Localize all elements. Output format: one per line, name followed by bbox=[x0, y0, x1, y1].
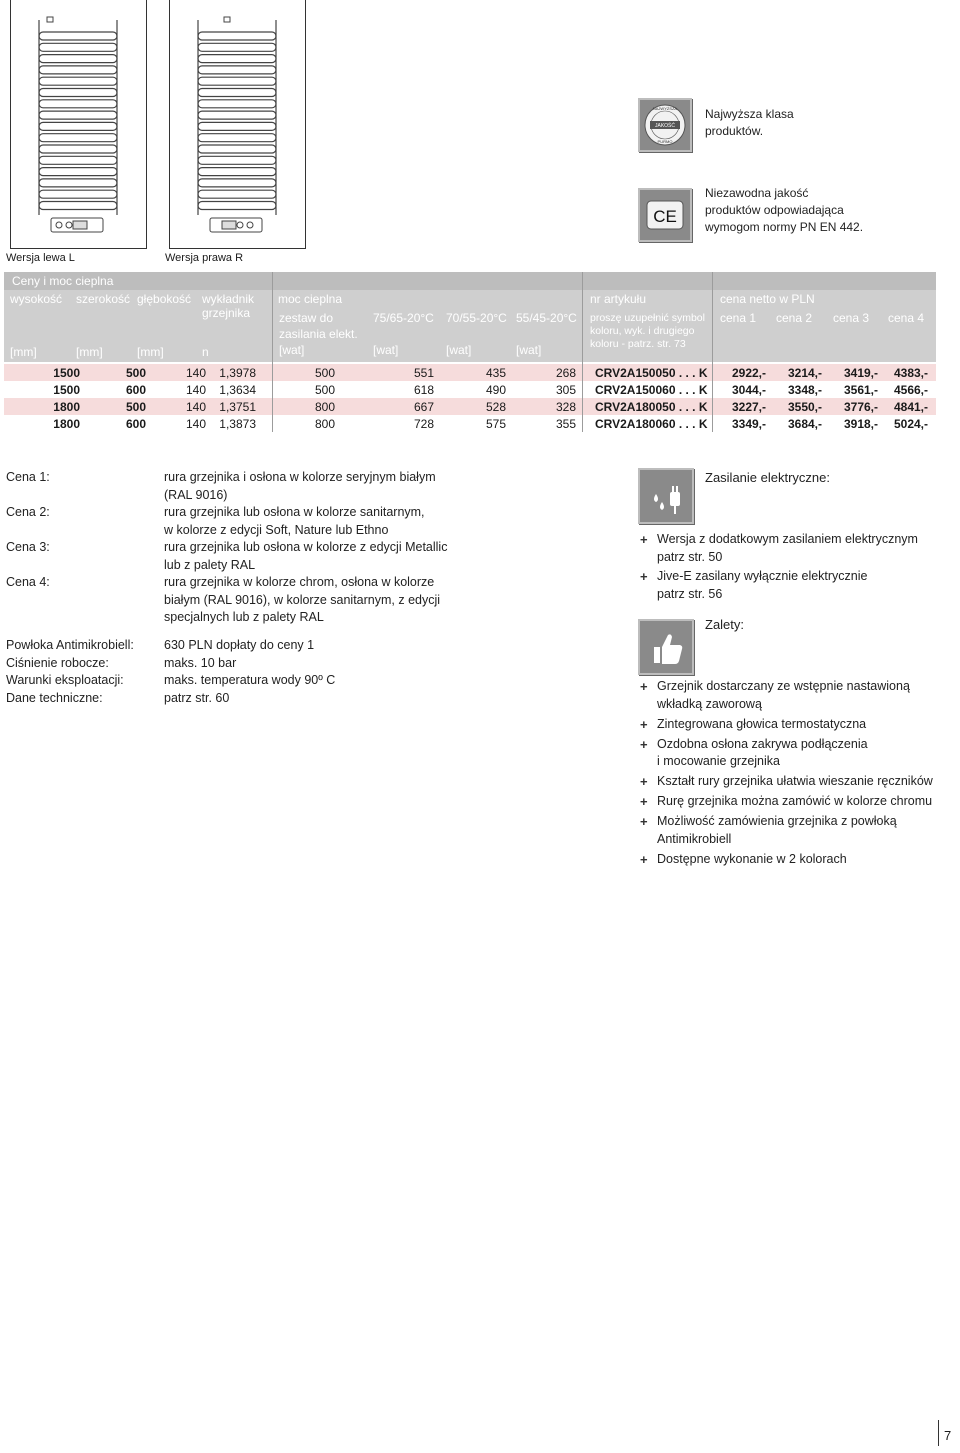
cell-c3: 3918,- bbox=[843, 417, 878, 431]
unit-wysokosc: [mm] bbox=[10, 345, 37, 359]
header-cena-1: cena 1 bbox=[720, 311, 757, 325]
nr-note-line: proszę uzupełnić symbol bbox=[590, 312, 705, 324]
cell-t1: 618 bbox=[413, 383, 434, 397]
page-number-divider bbox=[938, 1420, 939, 1446]
header-t3: 55/45-20°C bbox=[516, 311, 577, 325]
cell-c3: 3561,- bbox=[843, 383, 878, 397]
quality-text-line: produktów. bbox=[705, 124, 764, 138]
radiator-right-illustration bbox=[170, 0, 305, 248]
cell-t1: 551 bbox=[413, 366, 434, 380]
cell-t3: 268 bbox=[555, 366, 576, 380]
plus-bullet-icon: + bbox=[640, 716, 648, 732]
feature-text bbox=[657, 851, 957, 869]
cell-c4: 4383,- bbox=[893, 366, 928, 380]
feature-item bbox=[640, 773, 940, 791]
header-t2: 70/55-20°C bbox=[446, 311, 507, 325]
feature-item bbox=[640, 813, 940, 848]
seal-text-bottom: PURMO bbox=[657, 139, 673, 144]
table-row bbox=[4, 398, 936, 416]
column-divider bbox=[712, 272, 713, 432]
cena4-line: specjalnych lub z palety RAL bbox=[164, 610, 324, 624]
feature-item bbox=[640, 793, 940, 811]
cell-nr: CRV2A180060 . . . K bbox=[595, 417, 708, 431]
cena2-line: rura grzejnika lub osłona w kolorze sanitarnym, bbox=[164, 505, 425, 519]
cell-h: 1500 bbox=[53, 366, 80, 380]
price-table bbox=[4, 272, 936, 432]
feature-line: Wersja z dodatkowym zasilaniem elektrycznym bbox=[657, 532, 918, 546]
feature-line: Zintegrowana głowica termostatyczna bbox=[657, 716, 867, 731]
cena3-line: lub z palety RAL bbox=[164, 557, 256, 572]
cell-d: 140 bbox=[185, 366, 206, 380]
extra-label: Dane techniczne: bbox=[6, 690, 103, 705]
cell-n: 1,3873 bbox=[219, 417, 256, 431]
feature-line: Kształt rury grzejnika ułatwia wieszanie ręczników bbox=[657, 774, 933, 788]
feature-line: Ozdobna osłona zakrywa podłączenia bbox=[657, 736, 868, 751]
feature-item bbox=[640, 851, 940, 869]
radiator-left-illustration bbox=[11, 0, 146, 248]
drawing-right-version bbox=[169, 0, 306, 249]
extra-label: Powłoka Antimikrobiell: bbox=[6, 638, 134, 652]
plus-bullet-icon: + bbox=[640, 774, 648, 789]
table-title-bar bbox=[4, 272, 936, 290]
feature-text bbox=[657, 813, 957, 848]
header-cena-4: cena 4 bbox=[888, 311, 925, 325]
cena3-description bbox=[164, 539, 447, 574]
cell-h: 1800 bbox=[53, 400, 80, 414]
quality-text-line: Najwyższa klasa bbox=[705, 107, 794, 121]
ce-text-line: produktów odpowiadająca bbox=[705, 203, 844, 217]
cena1-description bbox=[164, 469, 436, 504]
advantages-title: Zalety: bbox=[705, 617, 745, 632]
feature-line: Możliwość zamówienia grzejnika z powłoką bbox=[657, 814, 897, 828]
page-number: 7 bbox=[944, 1428, 952, 1443]
feature-text bbox=[657, 773, 957, 791]
cena4-line: rura grzejnika w kolorze chrom, osłona w kolorze bbox=[164, 575, 435, 589]
header-zestaw-2: zasilania elekt. bbox=[279, 327, 358, 341]
cena1-line: (RAL 9016) bbox=[164, 487, 228, 502]
cell-nr: CRV2A180050 . . . K bbox=[595, 400, 708, 414]
ce-badge-text bbox=[705, 185, 863, 236]
plus-bullet-icon: + bbox=[640, 794, 648, 809]
thumbs-up-icon bbox=[638, 619, 694, 675]
table-row bbox=[4, 381, 936, 399]
unit-szerokosc: [mm] bbox=[76, 345, 103, 359]
feature-item bbox=[640, 736, 940, 771]
cell-c2: 3684,- bbox=[787, 417, 822, 431]
feature-line: Dostępne wykonanie w 2 kolorach bbox=[657, 851, 847, 866]
column-divider bbox=[272, 272, 273, 432]
cell-d: 140 bbox=[185, 383, 206, 397]
feature-text bbox=[657, 793, 957, 811]
cell-c4: 4841,- bbox=[893, 400, 928, 414]
cell-t3: 305 bbox=[555, 383, 576, 397]
cell-n: 1,3978 bbox=[219, 366, 256, 380]
cena4-description bbox=[164, 574, 440, 627]
cell-c4: 5024,- bbox=[893, 417, 928, 431]
feature-line: patrz str. 50 bbox=[657, 549, 723, 564]
cell-c3: 3419,- bbox=[843, 366, 878, 380]
header-zestaw: zestaw do bbox=[279, 311, 334, 325]
cell-zestaw: 500 bbox=[314, 366, 335, 380]
seal-text-mid: JAKOŚĆ bbox=[654, 123, 676, 129]
unit-glebokosc: [mm] bbox=[137, 345, 164, 359]
feature-item bbox=[640, 568, 940, 603]
cena3-line: rura grzejnika lub osłona w kolorze z edycji Metallic bbox=[164, 540, 448, 554]
cell-h: 1800 bbox=[53, 417, 80, 431]
ce-mark-text: CE bbox=[653, 207, 677, 226]
extra-label: Warunki eksploatacji: bbox=[6, 673, 124, 687]
header-moc-cieplna: moc cieplna bbox=[278, 292, 343, 306]
cell-c1: 3044,- bbox=[731, 383, 766, 397]
header-nr-note bbox=[590, 312, 705, 351]
feature-text bbox=[657, 531, 957, 566]
cell-c4: 4566,- bbox=[893, 383, 928, 397]
cena2-label: Cena 2: bbox=[6, 505, 50, 519]
quality-seal-icon bbox=[638, 98, 692, 152]
cell-c1: 2922,- bbox=[731, 366, 766, 380]
cell-c2: 3214,- bbox=[787, 366, 822, 380]
cell-w: 600 bbox=[125, 417, 146, 431]
column-divider bbox=[582, 272, 583, 432]
plus-bullet-icon: + bbox=[640, 736, 648, 752]
caption-left-version: Wersja lewa L bbox=[6, 252, 75, 264]
cell-t2: 528 bbox=[485, 400, 506, 414]
cena4-label: Cena 4: bbox=[6, 575, 50, 589]
cell-t1: 667 bbox=[413, 400, 434, 414]
cell-c1: 3227,- bbox=[731, 400, 766, 414]
plus-bullet-icon: + bbox=[640, 532, 648, 547]
feature-line: Rurę grzejnika można zamówić w kolorze chromu bbox=[657, 794, 933, 808]
table-row bbox=[4, 364, 936, 382]
cena2-line: w kolorze z edycji Soft, Nature lub Ethno bbox=[164, 522, 389, 537]
quality-badge-text bbox=[705, 106, 794, 140]
feature-line: patrz str. 56 bbox=[657, 586, 723, 601]
extra-value: patrz str. 60 bbox=[164, 690, 230, 705]
header-cena-2: cena 2 bbox=[776, 311, 813, 325]
extra-value: maks. temperatura wody 90º C bbox=[164, 673, 336, 687]
header-nr-artykulu: nr artykułu bbox=[590, 292, 647, 306]
cell-w: 500 bbox=[125, 400, 146, 414]
ce-text-line: Niezawodna jakość bbox=[705, 186, 809, 200]
header-szerokosc: szerokość bbox=[76, 292, 131, 306]
cell-d: 140 bbox=[185, 400, 206, 414]
cell-zestaw: 800 bbox=[314, 417, 335, 431]
cena1-label: Cena 1: bbox=[6, 470, 50, 484]
cell-c1: 3349,- bbox=[731, 417, 766, 431]
cell-n: 1,3634 bbox=[219, 383, 256, 397]
extra-label: Ciśnienie robocze: bbox=[6, 655, 109, 670]
plus-bullet-icon: + bbox=[640, 679, 648, 694]
extra-value: maks. 10 bar bbox=[164, 655, 237, 670]
feature-text bbox=[657, 736, 957, 771]
cena3-label: Cena 3: bbox=[6, 540, 50, 554]
header-wykladnik: wykładnik bbox=[202, 292, 255, 306]
cena4-line: białym (RAL 9016), w kolorze sanitarnym, z edycji bbox=[164, 592, 441, 607]
cell-t2: 575 bbox=[485, 417, 506, 431]
extra-value: 630 PLN dopłaty do ceny 1 bbox=[164, 638, 315, 652]
cell-c2: 3550,- bbox=[787, 400, 822, 414]
cena1-line: rura grzejnika i osłona w kolorze seryjnym białym bbox=[164, 470, 436, 484]
extras-list bbox=[6, 637, 406, 707]
feature-item bbox=[640, 716, 940, 734]
cell-n: 1,3751 bbox=[219, 400, 256, 414]
header-cena-3: cena 3 bbox=[833, 311, 870, 325]
cena2-description bbox=[164, 504, 425, 539]
cell-zestaw: 800 bbox=[314, 400, 335, 414]
nr-note-line: koloru, wyk. i drugiego bbox=[590, 325, 695, 337]
electric-title: Zasilanie elektryczne: bbox=[705, 470, 830, 485]
electric-plug-icon bbox=[638, 468, 694, 524]
unit-t1: [wat] bbox=[373, 343, 399, 357]
cell-t3: 355 bbox=[555, 417, 576, 431]
cell-h: 1500 bbox=[53, 383, 80, 397]
header-t1: 75/65-20°C bbox=[373, 311, 434, 325]
cell-t3: 328 bbox=[555, 400, 576, 414]
table-title: Ceny i moc cieplna bbox=[12, 274, 114, 288]
feature-text bbox=[657, 568, 957, 603]
cell-c2: 3348,- bbox=[787, 383, 822, 397]
seal-text-top: NAJWYŻSZA bbox=[652, 106, 678, 111]
unit-n: n bbox=[202, 345, 209, 359]
cell-t2: 490 bbox=[485, 383, 506, 397]
feature-line: Antimikrobiell bbox=[657, 831, 732, 846]
plus-bullet-icon: + bbox=[640, 851, 648, 867]
nr-note-line: koloru - patrz. str. 73 bbox=[590, 338, 686, 350]
ce-mark-icon bbox=[638, 188, 692, 242]
table-row bbox=[4, 415, 936, 433]
unit-t2: [wat] bbox=[446, 343, 472, 357]
feature-line: Jive-E zasilany wyłącznie elektrycznie bbox=[657, 569, 868, 583]
unit-t3: [wat] bbox=[516, 343, 542, 357]
ce-text-line: wymogom normy PN EN 442. bbox=[705, 220, 864, 234]
cell-c3: 3776,- bbox=[843, 400, 878, 414]
cell-nr: CRV2A150050 . . . K bbox=[595, 366, 708, 380]
cell-nr: CRV2A150060 . . . K bbox=[595, 383, 708, 397]
plus-bullet-icon: + bbox=[640, 814, 648, 829]
cell-t2: 435 bbox=[485, 366, 506, 380]
header-wysokosc: wysokość bbox=[10, 292, 63, 306]
caption-right-version: Wersja prawa R bbox=[165, 252, 244, 264]
feature-text bbox=[657, 716, 957, 734]
header-wykladnik-2: grzejnika bbox=[202, 306, 251, 320]
drawing-left-version bbox=[10, 0, 147, 249]
cell-w: 600 bbox=[125, 383, 146, 397]
feature-item bbox=[640, 531, 940, 566]
feature-line: Grzejnik dostarczany ze wstępnie nastawioną bbox=[657, 679, 910, 693]
cell-t1: 728 bbox=[413, 417, 434, 431]
cell-d: 140 bbox=[185, 417, 206, 431]
plus-bullet-icon: + bbox=[640, 569, 648, 584]
cell-w: 500 bbox=[125, 366, 146, 380]
feature-line: wkładką zaworową bbox=[657, 696, 762, 711]
header-glebokosc: głębokość bbox=[137, 292, 192, 306]
cell-zestaw: 500 bbox=[314, 383, 335, 397]
feature-text bbox=[657, 678, 957, 713]
header-cena-netto: cena netto w PLN bbox=[720, 292, 815, 306]
unit-zestaw: [wat] bbox=[279, 343, 305, 357]
feature-line: i mocowanie grzejnika bbox=[657, 754, 780, 768]
feature-item bbox=[640, 678, 940, 713]
